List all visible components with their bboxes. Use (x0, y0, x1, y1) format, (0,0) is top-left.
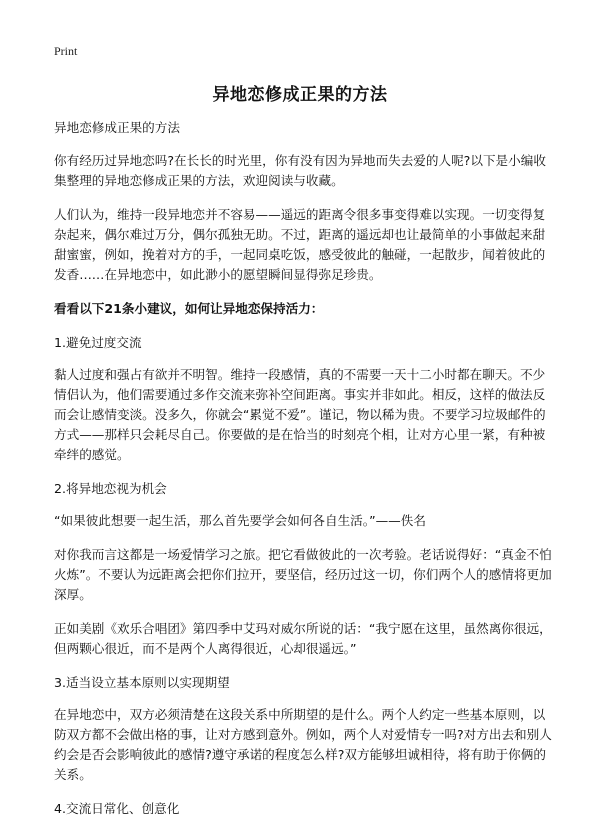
section-paragraph: 正如美剧《欢乐合唱团》第四季中艾玛对威尔所说的话：“我宁愿在这里，虽然离你很远，但两颗心很近，而不是两个人离得很近，心却很遥远。” (54, 621, 552, 656)
section-paragraph: 在异地恋中，双方必须清楚在这段关系中所期望的是什么。两个人约定一些基本原则，以防双方都不会做出格的事，让对方感到意外。例如，两个人对爱情专一吗?对方出去和别人约会是否会影响彼此的感情?遵守承诺的程度怎么样?双方能够坦诚相待，将有助于你俩的关系。 (54, 707, 552, 782)
section-paragraph: 对你我而言这都是一场爱情学习之旅。把它看做彼此的一次考验。老话说得好：“真金不怕火炼”。不要认为远距离会把你们拉开，要坚信，经历过这一切，你们两个人的感情将更加深厚。 (54, 547, 552, 602)
article-body (54, 118, 552, 831)
section-heading: 3.适当设立基本原则以实现期望 (54, 675, 230, 690)
lead-heading: 看看以下21条小建议，如何让异地恋保持活力： (54, 301, 324, 316)
intro-paragraph: 你有经历过异地恋吗?在长长的时光里，你有没有因为异地而失去爱的人呢?以下是小编收集整理的异地恋修成正果的方法，欢迎阅读与收藏。 (54, 153, 546, 188)
section-heading: 1.避免过度交流 (54, 335, 142, 350)
section-heading: 2.将异地恋视为机会 (54, 481, 167, 496)
section-paragraph: 黏人过度和强占有欲并不明智。维持一段感情，真的不需要一天十二小时都在聊天。不少情侣认为，他们需要通过多作交流来弥补空间距离。事实并非如此。相反，这样的做法反而会让感情变淡。没多久，你就会“累觉不爱”。谨记，物以稀为贵。不要学习垃圾邮件的方式——那样只会耗尽自己。你要做的是在恰当的时刻亮个相，让对方心里一紧，有种被牵绊的感觉。 (54, 367, 546, 462)
article-subtitle: 异地恋修成正果的方法 (54, 120, 180, 135)
print-link[interactable]: Print (54, 44, 78, 58)
quote-paragraph: “如果彼此想要一起生活，那么首先要学会如何各自生活。”——佚名 (54, 513, 426, 528)
section-heading: 4.交流日常化、创意化 (54, 801, 180, 816)
body-paragraph: 人们认为，维持一段异地恋并不容易——遥远的距离令很多事变得难以实现。一切变得复杂起来，偶尔难过万分，偶尔孤独无助。不过，距离的遥远却也让最简单的小事做起来甜甜蜜蜜，例如，挽着对方的手，一起同桌吃饭，感受彼此的触碰，一起散步，闻着彼此的发香……在异地恋中，如此渺小的愿望瞬间显得弥足珍贵。 (54, 207, 546, 282)
page-title: 异地恋修成正果的方法 (212, 85, 388, 105)
